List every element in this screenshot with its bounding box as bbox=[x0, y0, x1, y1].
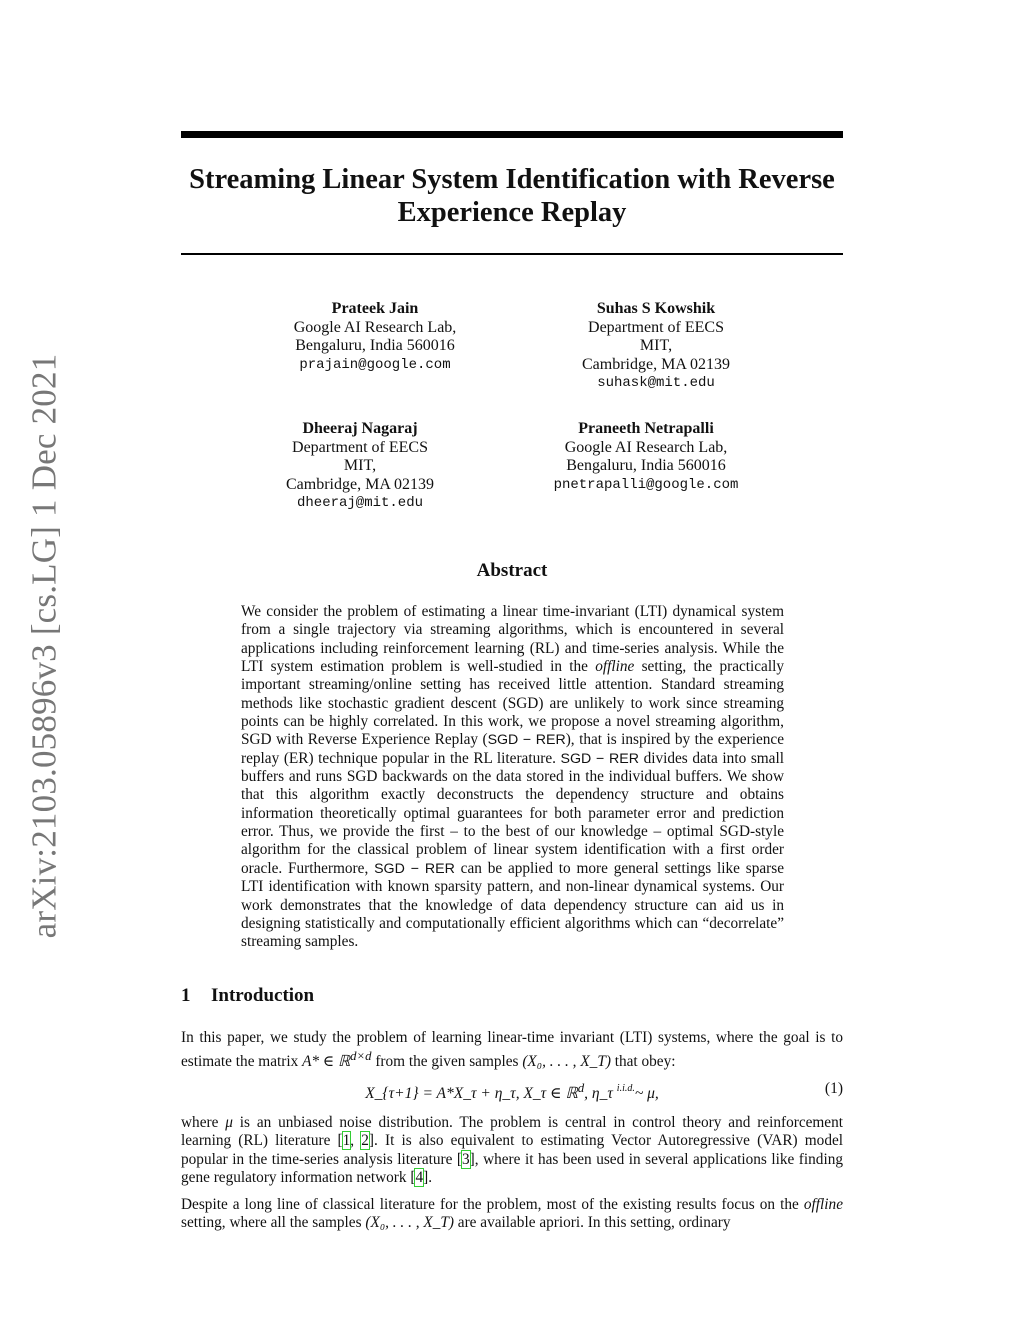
abstract-emphasis: offline bbox=[595, 658, 635, 676]
citation-link[interactable]: 1 bbox=[342, 1132, 351, 1150]
body-text: setting, where all the samples bbox=[181, 1214, 366, 1232]
citation-link[interactable]: 3 bbox=[462, 1150, 470, 1168]
author-affiliation: Bengaluru, India 560016 bbox=[566, 457, 726, 474]
body-text: is an unbiased noise distribution. The problem is central in control theory and reinforcement learning (RL) literature [ bbox=[181, 1114, 843, 1150]
author-block bbox=[531, 300, 781, 393]
body-text: from the given samples bbox=[371, 1053, 523, 1071]
title-bottom-rule bbox=[181, 253, 843, 255]
algorithm-name: SGD − RER bbox=[487, 732, 566, 749]
author-name: Suhas S Kowshik bbox=[596, 300, 716, 317]
author-email[interactable]: prajain@google.com bbox=[299, 356, 451, 373]
arxiv-side-identifier bbox=[19, 353, 69, 939]
equation-expression bbox=[181, 1080, 843, 1103]
citation-separator: , bbox=[350, 1132, 362, 1150]
equation-part: , η_τ bbox=[584, 1085, 617, 1103]
author-affiliation: MIT, bbox=[343, 457, 377, 474]
equation-1 bbox=[181, 1080, 843, 1102]
author-email[interactable]: suhask@mit.edu bbox=[597, 375, 715, 391]
arxiv-id-text: arXiv:2103.05896v3 [cs.LG] 1 Dec 2021 bbox=[24, 353, 63, 939]
math-inline: (X₀, . . . , X_T) bbox=[365, 1214, 454, 1232]
author-affiliation: Cambridge, MA 02139 bbox=[582, 355, 730, 373]
author-affiliation: Department of EECS bbox=[588, 318, 724, 336]
equation-part: X_{τ+1} = A*X_τ + η_τ, X_τ ∈ ℝ bbox=[365, 1085, 578, 1103]
section-heading bbox=[181, 985, 843, 1007]
body-text: that obey: bbox=[610, 1053, 676, 1071]
author-affiliation: Department of EECS bbox=[292, 438, 428, 456]
author-name: Praneeth Netrapalli bbox=[578, 420, 714, 437]
body-text: are available apriori. In this setting, ordinary bbox=[453, 1214, 731, 1232]
abstract-body bbox=[241, 603, 784, 952]
author-name: Dheeraj Nagaraj bbox=[302, 420, 418, 437]
title-top-rule bbox=[181, 131, 843, 138]
citation-link[interactable]: 2 bbox=[361, 1132, 369, 1150]
equation-superscript: d bbox=[577, 1080, 585, 1095]
abstract-text: setting, the practically important streaming/online setting has received little attention. Standard streaming methods like stochastic gradient descent (SGD) are unlikely to work since streaming points can be highly correlated. In this work, we propose a novel streaming algorithm, SGD with Reverse Experience Replay ( bbox=[241, 658, 784, 749]
author-email[interactable]: pnetrapalli@google.com bbox=[553, 476, 739, 493]
emphasis-text: offline bbox=[803, 1196, 843, 1213]
math-superscript: d×d bbox=[350, 1049, 372, 1064]
author-name: Prateek Jain bbox=[331, 300, 419, 317]
math-inline: μ bbox=[225, 1114, 233, 1131]
body-text: ]. It is also equivalent to estimating Vector Autoregressive (VAR) model popular in the time-series analysis literature [ bbox=[181, 1132, 844, 1168]
abstract-text: ), that is inspired by the experience replay (ER) technique popular in the RL literature. bbox=[241, 731, 784, 767]
math-inline: A* ∈ ℝ bbox=[302, 1053, 351, 1071]
section-title: Introduction bbox=[211, 985, 315, 1006]
algorithm-name: SGD − RER bbox=[374, 860, 455, 877]
body-text: In this paper, we study the problem of learning linear-time invariant (LTI) systems, where the goal is to estimate the matrix bbox=[181, 1029, 843, 1071]
abstract-heading: Abstract bbox=[476, 560, 548, 581]
author-affiliation: Bengaluru, India 560016 bbox=[295, 337, 455, 354]
author-email[interactable]: dheeraj@mit.edu bbox=[296, 495, 424, 511]
paper-title: Streaming Linear System Identification with Reverse Experience Replay bbox=[189, 164, 835, 228]
body-text: ]. bbox=[423, 1169, 433, 1187]
author-affiliation: Cambridge, MA 02139 bbox=[286, 475, 434, 493]
abstract-text: We consider the problem of estimating a linear time-invariant (LTI) dynamical system from a single trajectory via streaming algorithms, which is encountered in several applications including reinforcement learning (RL) and time-series analysis. While the LTI system estimation problem is well-studied in the bbox=[241, 603, 784, 676]
equation-number: (1) bbox=[824, 1080, 843, 1097]
author-block bbox=[235, 420, 485, 513]
algorithm-name: SGD − RER bbox=[560, 750, 639, 767]
author-block bbox=[250, 300, 500, 374]
citation-link[interactable]: 4 bbox=[415, 1169, 424, 1187]
body-text: where bbox=[181, 1114, 226, 1131]
section-number: 1 bbox=[181, 985, 191, 1006]
equation-part: ~ μ, bbox=[634, 1085, 659, 1103]
iid-annotation: i.i.d. bbox=[616, 1083, 635, 1095]
intro-paragraph bbox=[181, 1114, 843, 1188]
body-text: ], where it has been used in several applications like finding gene regulatory information network [ bbox=[181, 1150, 843, 1187]
author-affiliation: Google AI Research Lab, bbox=[293, 318, 457, 336]
body-text: Despite a long line of classical literature for the problem, most of the existing results focus on the bbox=[181, 1196, 804, 1213]
author-affiliation: MIT, bbox=[639, 337, 673, 354]
abstract-text: can be applied to more general settings like sparse LTI identification with known sparsity pattern, and non-linear dynamical systems. Our work demonstrates that the knowledge of data dependency structure can aid us in designing statistically and computationally efficient algorithms which can “decorrelate” streaming samples. bbox=[241, 859, 784, 951]
author-affiliation: Google AI Research Lab, bbox=[564, 438, 728, 456]
intro-paragraph bbox=[181, 1029, 843, 1072]
author-block bbox=[521, 420, 771, 494]
abstract-text: divides data into small buffers and runs SGD backwards on the data stored in the individual buffers. We show that this algorithm exactly deconstructs the dependency structure and obtains information theoretically optimal guarantees for both parameter error and prediction error. Thus, we provide the first – to the best of our knowledge – optimal SGD-style algorithm for the classical problem of linear system identification with a first order oracle. Furthermore, bbox=[241, 749, 784, 877]
intro-paragraph bbox=[181, 1196, 843, 1233]
math-inline: (X₀, . . . , X_T) bbox=[522, 1053, 611, 1071]
